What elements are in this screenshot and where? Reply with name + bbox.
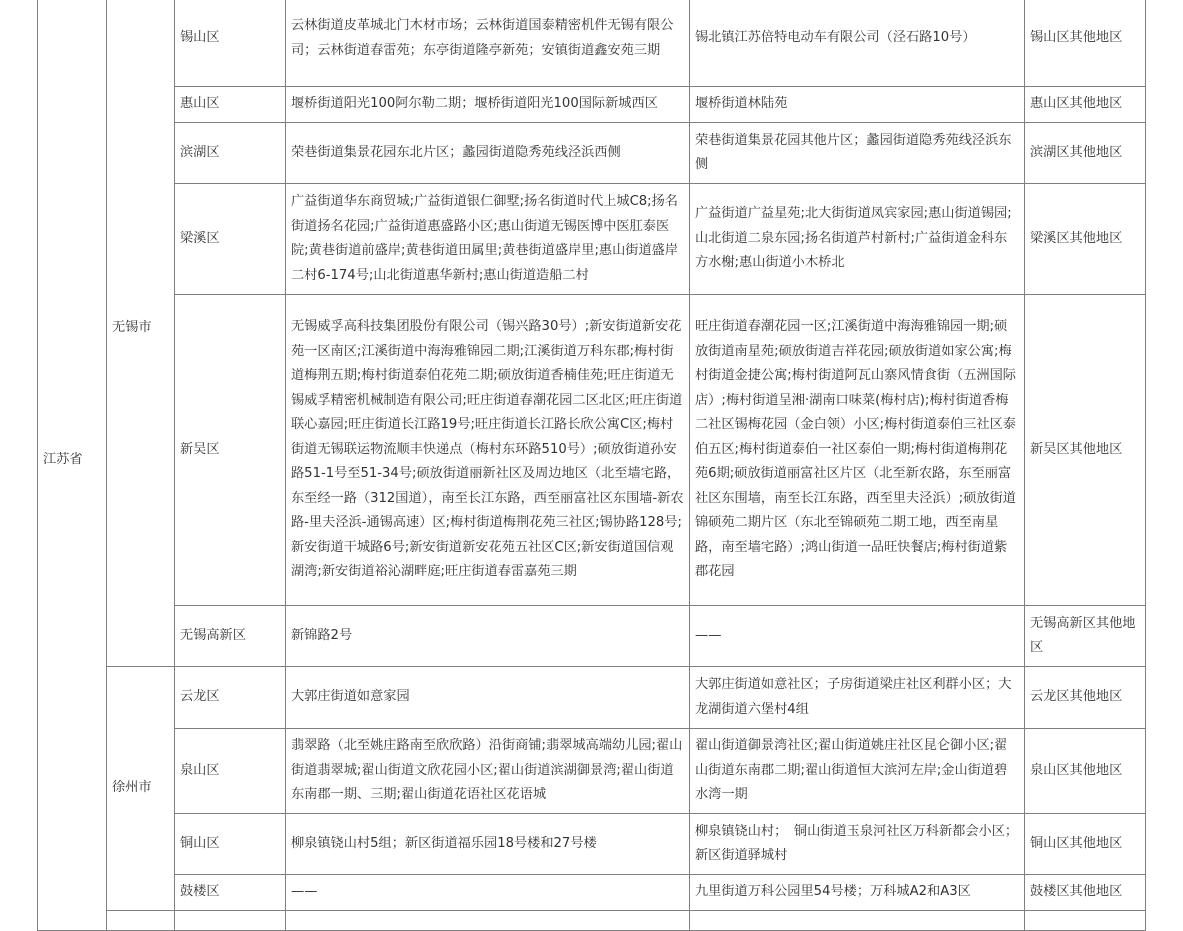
mid-risk-cell: 大郭庄街道如意社区；子房街道梁庄社区利群小区；大龙湖街道六堡村4组 [690, 667, 1025, 729]
low-risk-cell: 泉山区其他地区 [1025, 729, 1146, 814]
province-cell: 江苏省 [38, 0, 107, 931]
city-cell: 徐州市 [107, 667, 175, 911]
table-row [38, 295, 1146, 606]
mid-risk-cell: 广益街道广益星苑;北大街街道凤宾家园;惠山街道锡园;山北街道二泉东园;扬名街道芦村新村;广益街道金科东方水榭;惠山街道小木桥北 [690, 184, 1025, 295]
table-row [38, 875, 1146, 911]
table-cell [1025, 911, 1146, 931]
mid-risk-cell: 翟山街道御景湾社区;翟山街道姚庄社区昆仑御小区;翟山街道东南郡二期;翟山街道恒大滨河左岸;金山街道碧水湾一期 [690, 729, 1025, 814]
district-cell: 泉山区 [175, 729, 286, 814]
high-risk-cell: 翡翠路（北至姚庄路南至欣欣路）沿街商铺;翡翠城高端幼儿园;翟山街道翡翠城;翟山街道文欣花园小区;翟山街道滨湖御景湾;翟山街道东南郡一期、三期;翟山街道花语社区花语城 [286, 729, 690, 814]
district-cell: 云龙区 [175, 667, 286, 729]
district-cell: 鼓楼区 [175, 875, 286, 911]
mid-risk-cell: 锡北镇江苏倍特电动车有限公司（泾石路10号） [690, 0, 1025, 87]
low-risk-cell: 无锡高新区其他地区 [1025, 606, 1146, 667]
table-row [38, 814, 1146, 875]
low-risk-cell: 滨湖区其他地区 [1025, 123, 1146, 184]
table-cell [107, 911, 175, 931]
table-row [38, 667, 1146, 729]
table-row [38, 87, 1146, 123]
table-cell [175, 911, 286, 931]
high-risk-cell: 无锡威孚高科技集团股份有限公司（锡兴路30号）;新安街道新安花苑一区南区;江溪街道中海海雅锦园二期;江溪街道万科东郡;梅村街道梅荆五期;梅村街道泰伯花苑二期;硕放街道香楠佳苑;旺庄街道无锡威孚精密机械制造有限公司;旺庄街道春潮花园二区北区;旺庄街道联心嘉园;旺庄街道长江路19号;旺庄街道长江路长欣公寓C区;梅村街道无锡联运物流顺丰快递点（梅村东环路510号）;硕放街道孙安路51-1号至51-34号;硕放街道丽新社区及周边地区（北至墙宅路，东至经一路（312国道），南至长江东路，西至丽富社区东围墙-新农路-里夫泾浜-通锡高速）区;梅村街道梅荆花苑三社区;锡协路128号;新安街道干城路6号;新安街道新安花苑五社区C区;新安街道国信观湖湾;新安街道裕沁湖畔庭;旺庄街道春雷嘉苑三期 [286, 295, 690, 606]
mid-risk-cell: 荣巷街道集景花园其他片区；蠡园街道隐秀苑线泾浜东侧 [690, 123, 1025, 184]
mid-risk-cell: 旺庄街道春潮花园一区;江溪街道中海海雅锦园一期;硕放街道南星苑;硕放街道吉祥花园;硕放街道如家公寓;梅村街道金捷公寓;梅村街道阿瓦山寨风情食街（五洲国际店）;梅村街道呈湘·湖南口味菜(梅村店);梅村街道香梅二社区锡梅花园（金白领）小区;梅村街道泰伯三社区泰伯五区;梅村街道泰伯一社区泰伯一期;梅村街道梅荆花苑6期;硕放街道丽富社区片区（北至新农路，东至丽富社区东围墙，南至长江东路，西至里夫泾浜）;硕放街道锦硕苑二期片区（东北至锦硕苑二期工地，西至南星路，南至墙宅路）;鸿山街道一品旺快餐店;梅村街道紫郡花园 [690, 295, 1025, 606]
district-cell: 铜山区 [175, 814, 286, 875]
table-row [38, 184, 1146, 295]
high-risk-cell: 大郭庄街道如意家园 [286, 667, 690, 729]
high-risk-cell: 新锦路2号 [286, 606, 690, 667]
table-row [38, 606, 1146, 667]
table-cell [286, 911, 690, 931]
low-risk-cell: 鼓楼区其他地区 [1025, 875, 1146, 911]
high-risk-cell: —— [286, 875, 690, 911]
high-risk-cell: 堰桥街道阳光100阿尔勒二期；堰桥街道阳光100国际新城西区 [286, 87, 690, 123]
district-cell: 惠山区 [175, 87, 286, 123]
district-cell: 锡山区 [175, 0, 286, 87]
high-risk-cell: 广益街道华东商贸城;广益街道银仁御墅;扬名街道时代上城C8;扬名街道扬名花园;广益街道惠盛路小区;惠山街道无锡医博中医肛泰医院;黄巷街道前盛岸;黄巷街道田属里;黄巷街道盛岸里;惠山街道盛岸二村6-174号;山北街道惠华新村;惠山街道造船二村 [286, 184, 690, 295]
low-risk-cell: 锡山区其他地区 [1025, 0, 1146, 87]
table-row [38, 0, 1146, 87]
district-cell: 滨湖区 [175, 123, 286, 184]
mid-risk-cell: 堰桥街道林陆苑 [690, 87, 1025, 123]
high-risk-cell: 云林街道皮革城北门木材市场；云林街道国泰精密机件无锡有限公司；云林街道春雷苑；东亭街道隆亭新苑；安镇街道鑫安苑三期 [286, 0, 690, 87]
low-risk-cell: 云龙区其他地区 [1025, 667, 1146, 729]
risk-area-table [37, 0, 1146, 931]
district-cell: 新吴区 [175, 295, 286, 606]
low-risk-cell: 梁溪区其他地区 [1025, 184, 1146, 295]
district-cell: 无锡高新区 [175, 606, 286, 667]
table-row [38, 911, 1146, 931]
city-cell: 无锡市 [107, 0, 175, 667]
low-risk-cell: 惠山区其他地区 [1025, 87, 1146, 123]
high-risk-cell: 柳泉镇铙山村5组；新区街道福乐园18号楼和27号楼 [286, 814, 690, 875]
mid-risk-cell: —— [690, 606, 1025, 667]
mid-risk-cell: 九里街道万科公园里54号楼；万科城A2和A3区 [690, 875, 1025, 911]
high-risk-cell: 荣巷街道集景花园东北片区；蠡园街道隐秀苑线泾浜西侧 [286, 123, 690, 184]
mid-risk-cell: 柳泉镇铙山村； 铜山街道玉泉河社区万科新都会小区；新区街道驿城村 [690, 814, 1025, 875]
low-risk-cell: 新吴区其他地区 [1025, 295, 1146, 606]
low-risk-cell: 铜山区其他地区 [1025, 814, 1146, 875]
table-row [38, 729, 1146, 814]
district-cell: 梁溪区 [175, 184, 286, 295]
table-row [38, 123, 1146, 184]
table-cell [690, 911, 1025, 931]
